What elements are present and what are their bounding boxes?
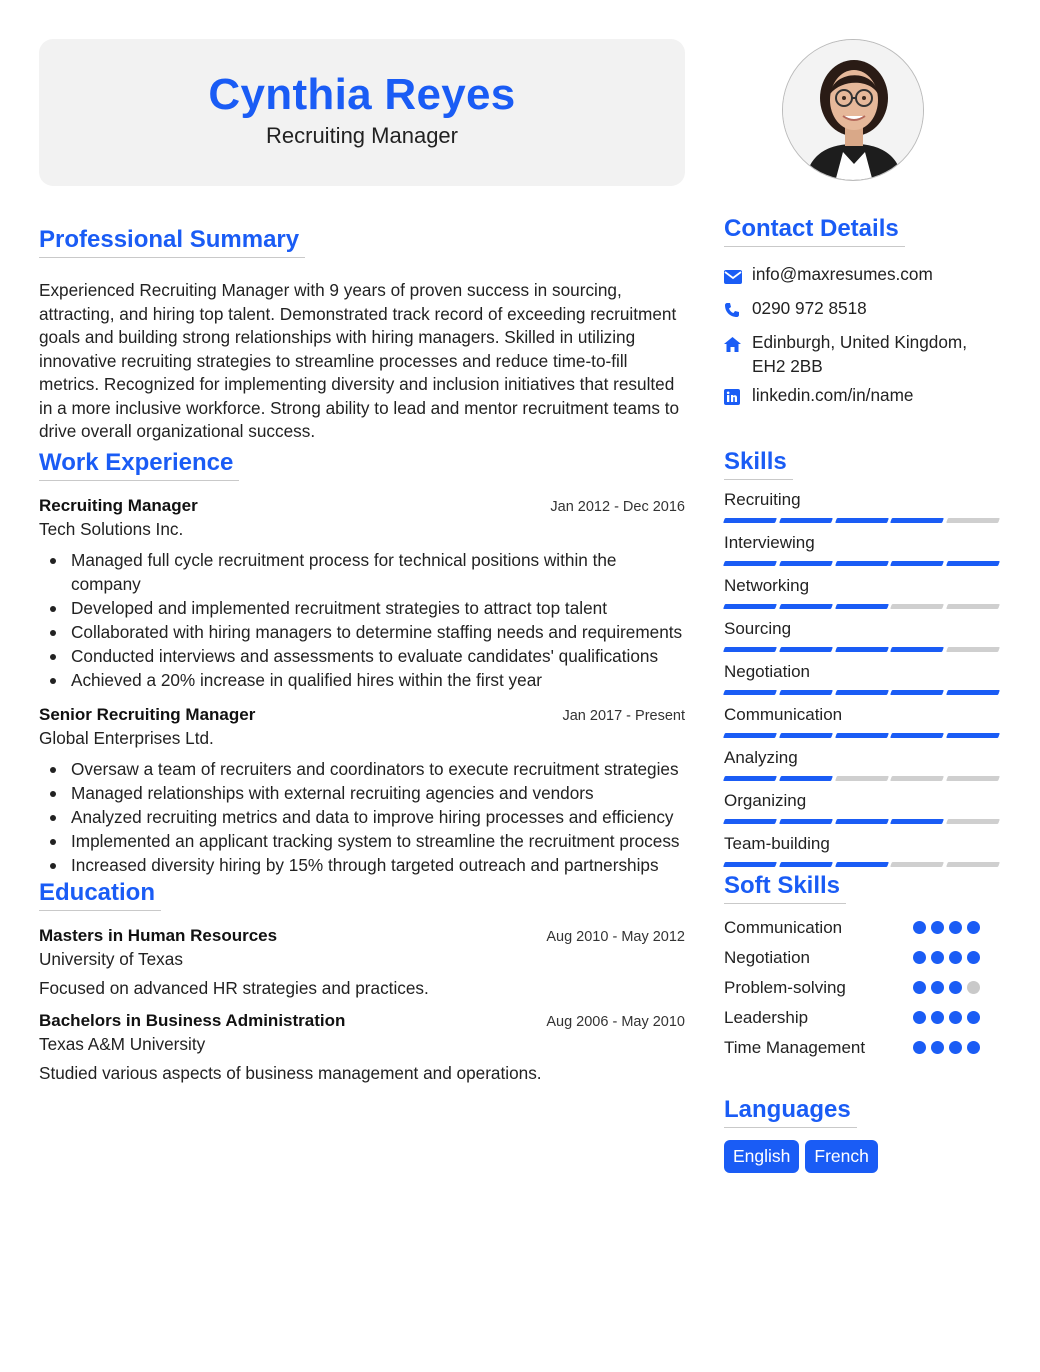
skill-level-segment bbox=[779, 561, 833, 566]
skill-row bbox=[724, 533, 1004, 566]
bullet-item: Increased diversity hiring by 15% through targeted outreach and partnerships bbox=[39, 853, 685, 877]
job-dates: Jan 2017 - Present bbox=[562, 707, 685, 724]
rating-dot bbox=[967, 981, 980, 994]
edu-desc: Focused on advanced HR strategies and practices. bbox=[39, 977, 429, 998]
contact-linkedin-text: linkedin.com/in/name bbox=[752, 385, 914, 405]
soft-skill-name: Problem-solving bbox=[724, 978, 846, 997]
summary-section bbox=[39, 226, 685, 444]
linkedin-icon bbox=[724, 383, 752, 411]
skill-level-segment bbox=[890, 776, 944, 781]
skill-level-segment bbox=[890, 604, 944, 609]
bullet-item: Conducted interviews and assessments to evaluate candidates' qualifications bbox=[39, 644, 685, 668]
rating-dot bbox=[967, 921, 980, 934]
education-entry bbox=[39, 926, 685, 999]
skill-level-bar bbox=[724, 604, 999, 609]
skill-level-segment bbox=[779, 776, 833, 781]
rating-dot bbox=[931, 1011, 944, 1024]
skill-name: Analyzing bbox=[724, 748, 798, 767]
soft-skill-name: Communication bbox=[724, 918, 843, 937]
bullet-item: Analyzed recruiting metrics and data to improve hiring processes and efficiency bbox=[39, 805, 685, 829]
rating-dot bbox=[931, 981, 944, 994]
section-title-summary: Professional Summary bbox=[39, 226, 305, 258]
rating-dot bbox=[967, 1041, 980, 1054]
header-box bbox=[39, 39, 685, 186]
soft-skills-list bbox=[724, 918, 1004, 1068]
skill-level-segment bbox=[835, 647, 889, 652]
job-role: Recruiting Manager bbox=[39, 495, 198, 515]
rating-dot bbox=[949, 981, 962, 994]
skill-level-segment bbox=[723, 604, 777, 609]
skill-level-segment bbox=[835, 733, 889, 738]
contact-phone[interactable] bbox=[724, 296, 1004, 324]
section-title-education: Education bbox=[39, 879, 161, 911]
skills-section bbox=[724, 448, 1004, 867]
bullet-item: Achieved a 20% increase in qualified hires within the first year bbox=[39, 668, 685, 692]
job-dates: Jan 2012 - Dec 2016 bbox=[550, 498, 685, 515]
skill-level-bar bbox=[724, 819, 999, 824]
skill-level-segment bbox=[946, 776, 1000, 781]
skill-level-segment bbox=[890, 518, 944, 523]
skill-level-segment bbox=[946, 561, 1000, 566]
skill-level-segment bbox=[779, 819, 833, 824]
skill-level-segment bbox=[946, 819, 1000, 824]
skill-level-bar bbox=[724, 561, 999, 566]
skill-row bbox=[724, 791, 1004, 824]
skill-name: Recruiting bbox=[724, 490, 801, 509]
summary-text: Experienced Recruiting Manager with 9 years of proven success in sourcing, attracting, and hiring top talent. Demonstrated track record of exceeding recruitment goals and building strong relationships with hiring managers. Skilled in utilizing innovative recruiting strategies to streamline processes and reduce time-to-fill metrics. Recognized for implementing diversity and inclusion initiatives that resulted in a more inclusive workforce. Strong ability to lead and mentor recruitment teams to drive overall organizational success. bbox=[39, 280, 680, 441]
skill-row bbox=[724, 619, 1004, 652]
job-company: Tech Solutions Inc. bbox=[39, 518, 184, 539]
rating-dot bbox=[967, 951, 980, 964]
edu-degree: Masters in Human Resources bbox=[39, 925, 278, 945]
soft-skill-name: Negotiation bbox=[724, 948, 811, 967]
skill-row bbox=[724, 834, 1004, 867]
contact-address-line2: EH2 2BB bbox=[752, 356, 823, 376]
skill-row bbox=[724, 662, 1004, 695]
languages-list bbox=[724, 1140, 1004, 1173]
skill-level-segment bbox=[835, 604, 889, 609]
edu-school: University of Texas bbox=[39, 948, 183, 969]
work-section bbox=[39, 449, 685, 877]
candidate-title: Recruiting Manager bbox=[266, 123, 458, 148]
skill-name: Team-building bbox=[724, 834, 830, 853]
edu-dates: Aug 2006 - May 2010 bbox=[546, 1013, 685, 1030]
envelope-icon bbox=[724, 262, 752, 290]
section-title-contact: Contact Details bbox=[724, 215, 905, 247]
edu-desc: Studied various aspects of business management and operations. bbox=[39, 1062, 542, 1083]
skill-level-segment bbox=[890, 819, 944, 824]
bullet-item: Developed and implemented recruitment strategies to attract top talent bbox=[39, 596, 685, 620]
skill-name: Interviewing bbox=[724, 533, 815, 552]
skill-level-segment bbox=[723, 819, 777, 824]
job-entry bbox=[39, 705, 685, 877]
skill-level-segment bbox=[779, 518, 833, 523]
contact-address-line1: Edinburgh, United Kingdom, bbox=[752, 332, 967, 352]
skill-level-segment bbox=[890, 561, 944, 566]
skill-level-bar bbox=[724, 647, 999, 652]
rating-dot bbox=[931, 1041, 944, 1054]
skill-level-bar bbox=[724, 776, 999, 781]
skill-level-segment bbox=[946, 690, 1000, 695]
skill-level-segment bbox=[890, 647, 944, 652]
skill-level-segment bbox=[946, 518, 1000, 523]
skill-level-segment bbox=[835, 518, 889, 523]
skill-level-segment bbox=[779, 647, 833, 652]
bullet-item: Collaborated with hiring managers to determine staffing needs and requirements bbox=[39, 620, 685, 644]
skill-level-segment bbox=[723, 733, 777, 738]
phone-icon bbox=[724, 296, 752, 324]
soft-skill-row bbox=[724, 1038, 1004, 1068]
soft-skill-name: Time Management bbox=[724, 1038, 866, 1057]
rating-dot bbox=[949, 951, 962, 964]
skill-row bbox=[724, 490, 1004, 523]
skill-level-segment bbox=[946, 647, 1000, 652]
skill-name: Organizing bbox=[724, 791, 807, 810]
rating-dot bbox=[949, 1041, 962, 1054]
skill-level-segment bbox=[723, 647, 777, 652]
skill-level-segment bbox=[779, 862, 833, 867]
soft-skill-name: Leadership bbox=[724, 1008, 809, 1027]
soft-skill-row bbox=[724, 1008, 1004, 1038]
rating-dot bbox=[931, 951, 944, 964]
language-tag: English bbox=[724, 1140, 799, 1173]
skill-level-segment bbox=[890, 862, 944, 867]
rating-dot bbox=[949, 921, 962, 934]
skill-level-segment bbox=[835, 862, 889, 867]
contact-address bbox=[724, 330, 1004, 378]
portrait-image bbox=[783, 40, 924, 181]
soft-skill-row bbox=[724, 918, 1004, 948]
contact-email[interactable] bbox=[724, 262, 1004, 290]
education-section bbox=[39, 879, 685, 1084]
soft-skill-row bbox=[724, 948, 1004, 978]
skill-name: Negotiation bbox=[724, 662, 811, 681]
contact-section bbox=[724, 215, 1004, 411]
rating-dot bbox=[913, 921, 926, 934]
edu-school: Texas A&M University bbox=[39, 1033, 206, 1054]
skill-level-segment bbox=[723, 776, 777, 781]
skill-level-bar bbox=[724, 733, 999, 738]
section-title-skills: Skills bbox=[724, 448, 793, 480]
rating-dot bbox=[967, 1011, 980, 1024]
job-bullets bbox=[39, 757, 685, 877]
job-role: Senior Recruiting Manager bbox=[39, 704, 256, 724]
skill-level-segment bbox=[779, 733, 833, 738]
skill-level-segment bbox=[835, 776, 889, 781]
languages-section bbox=[724, 1096, 1004, 1173]
section-title-soft-skills: Soft Skills bbox=[724, 872, 846, 904]
skill-level-segment bbox=[890, 733, 944, 738]
skill-level-bar bbox=[724, 690, 999, 695]
bullet-item: Oversaw a team of recruiters and coordinators to execute recruitment strategies bbox=[39, 757, 685, 781]
rating-dot bbox=[913, 1041, 926, 1054]
skill-name: Sourcing bbox=[724, 619, 792, 638]
right-column bbox=[724, 39, 1004, 1173]
skill-level-segment bbox=[946, 862, 1000, 867]
skill-row bbox=[724, 576, 1004, 609]
left-column bbox=[39, 39, 685, 1084]
soft-skill-row bbox=[724, 978, 1004, 1008]
candidate-name: Cynthia Reyes bbox=[208, 70, 516, 119]
skill-level-segment bbox=[723, 561, 777, 566]
skill-level-bar bbox=[724, 862, 999, 867]
contact-email-text: info@maxresumes.com bbox=[752, 264, 933, 284]
soft-skills-section bbox=[724, 872, 1004, 1068]
rating-dot bbox=[913, 951, 926, 964]
skill-name: Communication bbox=[724, 705, 843, 724]
skill-row bbox=[724, 705, 1004, 738]
skill-level-segment bbox=[723, 518, 777, 523]
section-title-languages: Languages bbox=[724, 1096, 857, 1128]
skill-name: Networking bbox=[724, 576, 810, 595]
skill-level-segment bbox=[835, 561, 889, 566]
section-title-work: Work Experience bbox=[39, 449, 239, 481]
bullet-item: Implemented an applicant tracking system to streamline the recruitment process bbox=[39, 829, 685, 853]
profile-photo bbox=[782, 39, 924, 181]
job-bullets bbox=[39, 548, 685, 692]
skill-level-segment bbox=[890, 690, 944, 695]
skill-level-segment bbox=[835, 690, 889, 695]
skill-level-segment bbox=[723, 862, 777, 867]
skill-level-segment bbox=[835, 819, 889, 824]
skill-level-segment bbox=[723, 690, 777, 695]
skill-level-segment bbox=[946, 733, 1000, 738]
bullet-item: Managed relationships with external recruiting agencies and vendors bbox=[39, 781, 685, 805]
skill-level-segment bbox=[779, 604, 833, 609]
job-entry bbox=[39, 496, 685, 692]
education-entry bbox=[39, 1011, 685, 1084]
language-tag: French bbox=[805, 1140, 877, 1173]
skill-level-segment bbox=[946, 604, 1000, 609]
rating-dot bbox=[949, 1011, 962, 1024]
skills-list bbox=[724, 490, 1004, 867]
skill-row bbox=[724, 748, 1004, 781]
skill-level-bar bbox=[724, 518, 999, 523]
contact-linkedin[interactable] bbox=[724, 383, 1004, 411]
home-icon bbox=[724, 330, 752, 358]
job-company: Global Enterprises Ltd. bbox=[39, 727, 214, 748]
skill-level-segment bbox=[779, 690, 833, 695]
rating-dot bbox=[931, 921, 944, 934]
rating-dot bbox=[913, 1011, 926, 1024]
edu-dates: Aug 2010 - May 2012 bbox=[546, 928, 685, 945]
contact-phone-text: 0290 972 8518 bbox=[752, 298, 867, 318]
edu-degree: Bachelors in Business Administration bbox=[39, 1010, 346, 1030]
bullet-item: Managed full cycle recruitment process for technical positions within the company bbox=[39, 548, 685, 596]
rating-dot bbox=[913, 981, 926, 994]
